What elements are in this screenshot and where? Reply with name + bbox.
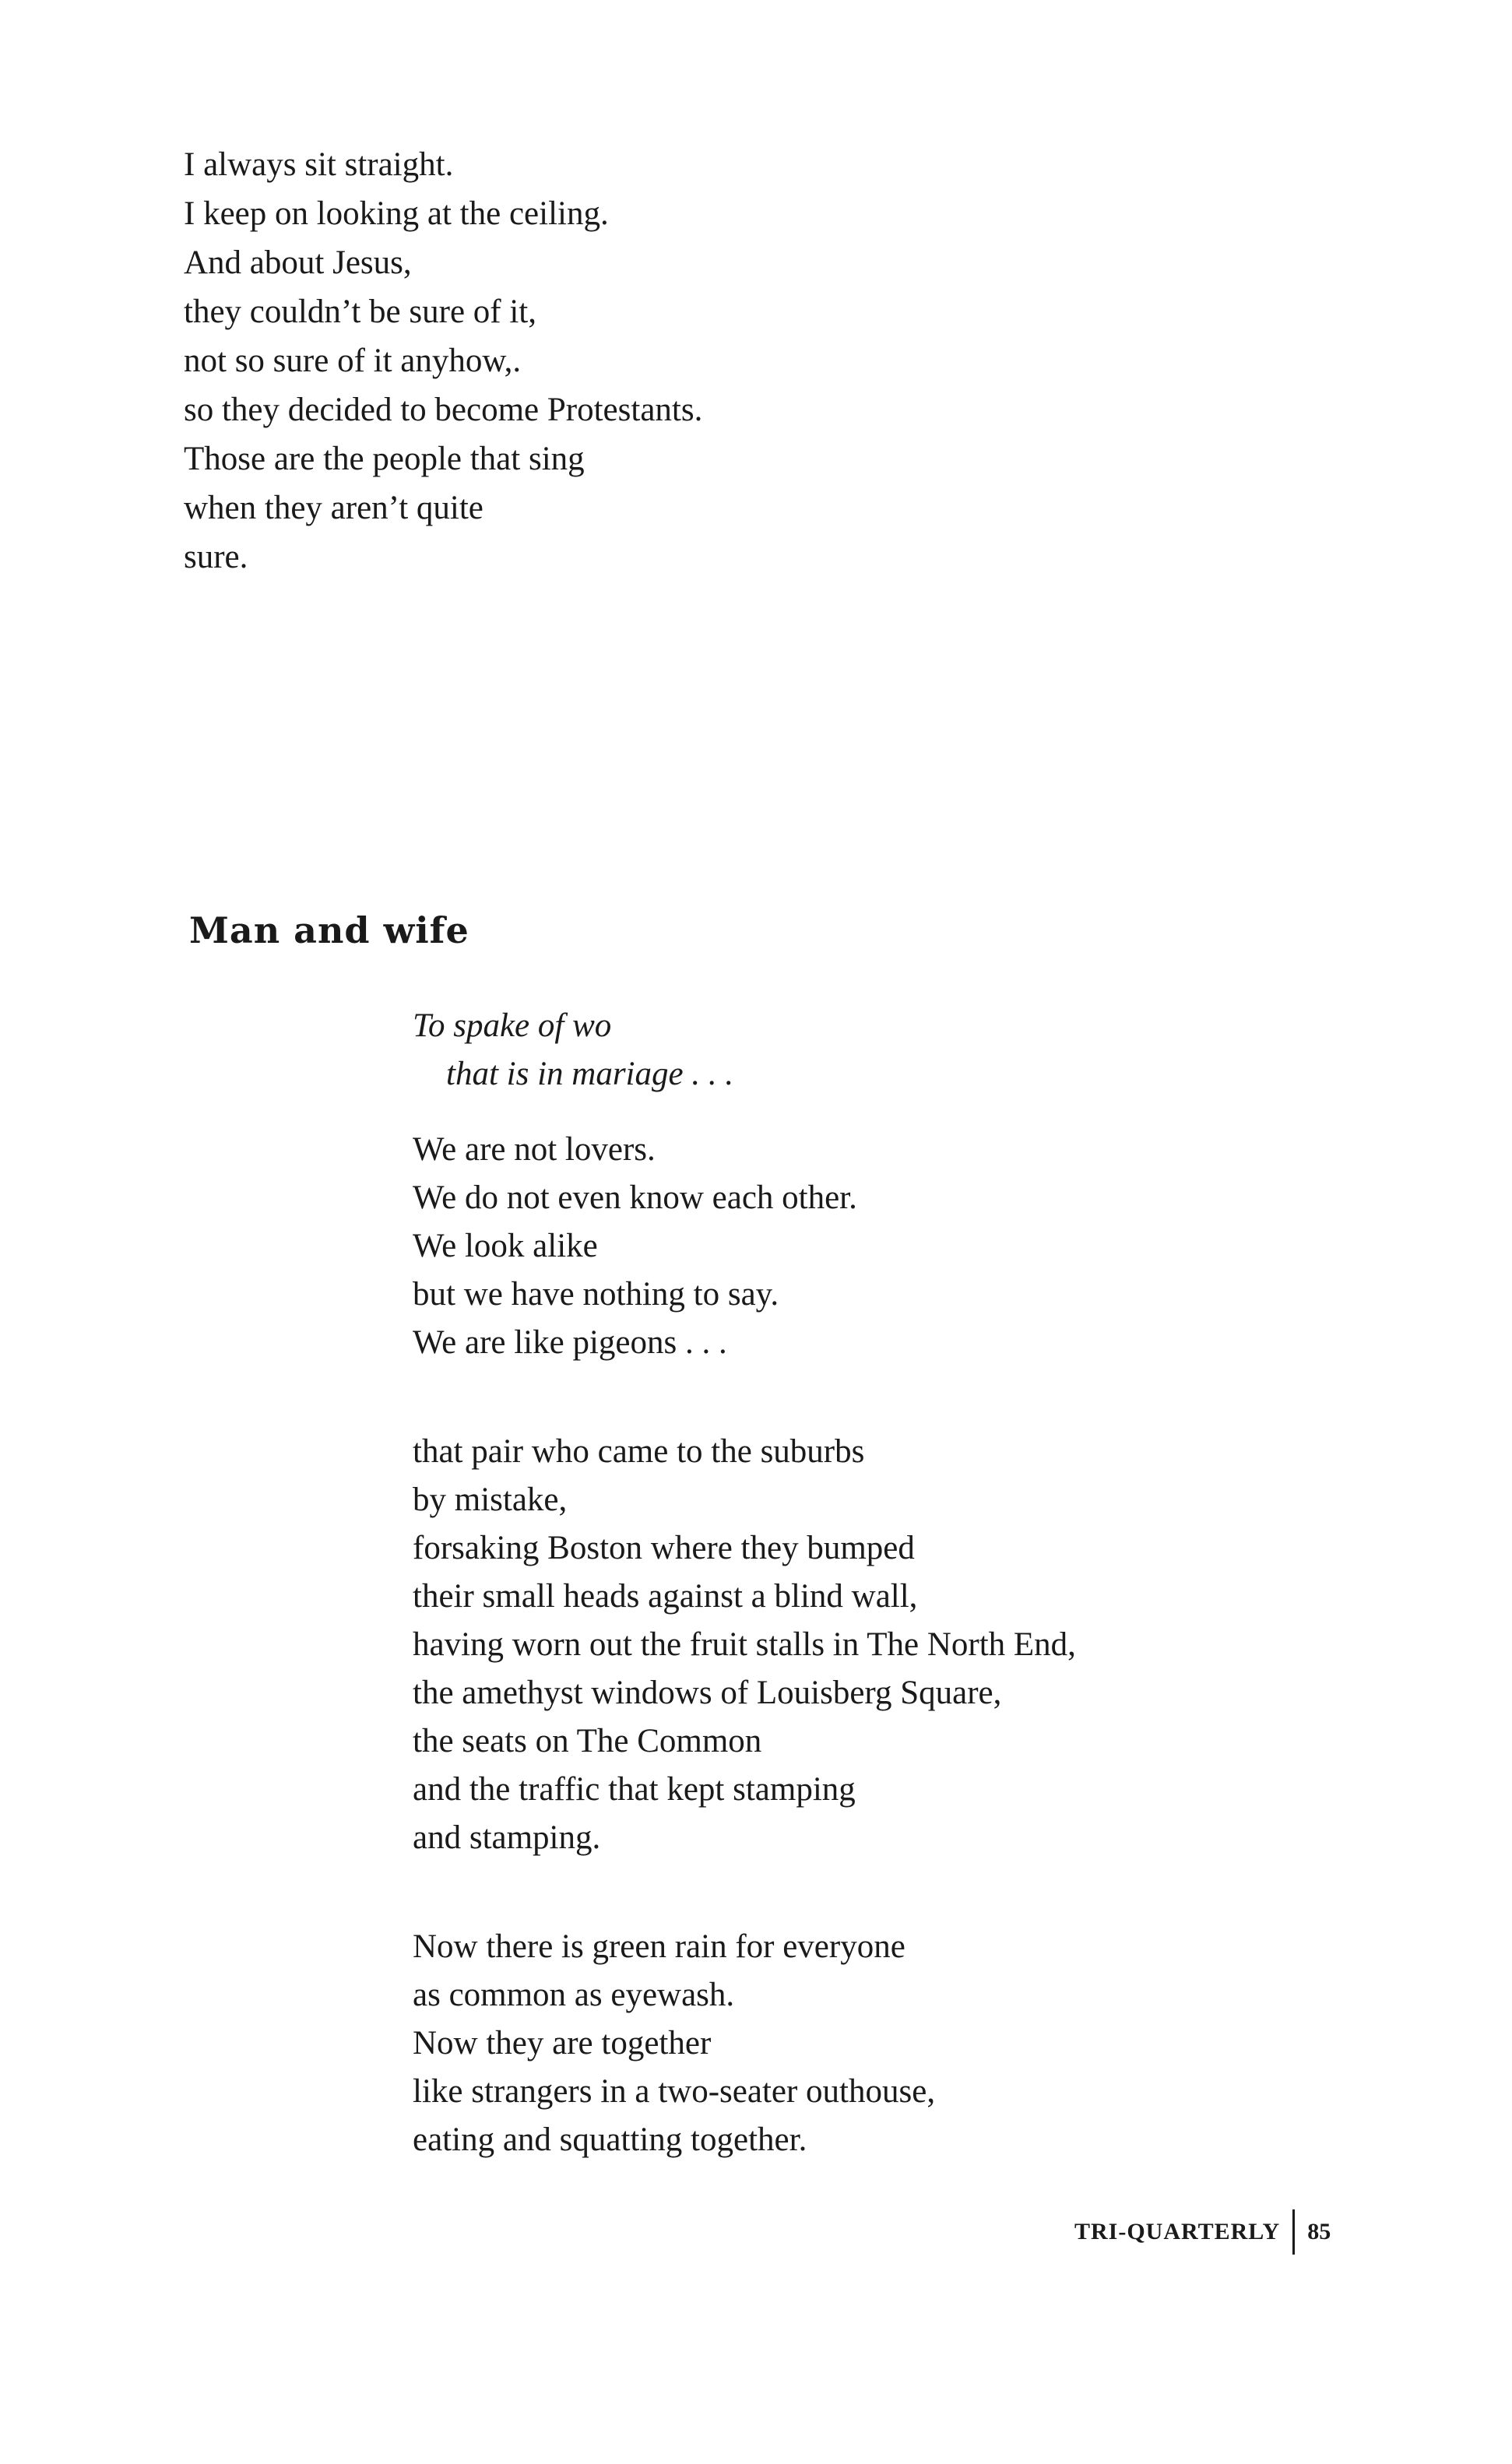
intro-line: I always sit straight. [184,146,454,183]
poem-title: Man and wife [189,909,469,951]
intro-line: they couldn’t be sure of it, [184,294,536,330]
poem-line: the seats on The Common [413,1723,762,1759]
epigraph-line: To spake of wo [413,1007,612,1044]
poem-line: that pair who came to the suburbs [413,1433,865,1470]
footer-divider [1292,2209,1295,2255]
poem-line: their small heads against a blind wall, [413,1578,918,1615]
poem-line: We do not even know each other. [413,1179,857,1216]
running-footer [1074,2209,1331,2255]
journal-name: TRI-QUARTERLY [1074,2219,1281,2244]
intro-line: I keep on looking at the ceiling. [184,195,609,232]
intro-line: And about Jesus, [184,244,412,281]
poem-line: eating and squatting together. [413,2121,807,2158]
poem-line: We are not lovers. [413,1131,656,1168]
poem-line: We are like pigeons . . . [413,1324,727,1361]
poem-line: Now there is green rain for everyone [413,1928,905,1965]
epigraph-line: that is in mariage . . . [446,1056,734,1092]
intro-line: when they aren’t quite [184,490,483,526]
intro-line: not so sure of it anyhow,. [184,343,522,379]
poem-line: Now they are together [413,2025,712,2062]
intro-line: sure. [184,539,248,575]
poem-line: but we have nothing to say. [413,1276,779,1313]
poem-line: having worn out the fruit stalls in The North End, [413,1626,1076,1663]
poem-line: as common as eyewash. [413,1977,735,2013]
poem-line: by mistake, [413,1482,568,1518]
poem-line: and the traffic that kept stamping [413,1771,856,1808]
poem-line: We look alike [413,1228,598,1264]
intro-line: Those are the people that sing [184,441,585,477]
poem-line: like strangers in a two-seater outhouse, [413,2073,936,2110]
page-number: 85 [1307,2219,1331,2244]
poem-line: and stamping. [413,1819,601,1856]
intro-line: so they decided to become Protestants. [184,392,703,428]
poem-line: the amethyst windows of Louisberg Square, [413,1675,1002,1711]
poem-line: forsaking Boston where they bumped [413,1530,915,1566]
